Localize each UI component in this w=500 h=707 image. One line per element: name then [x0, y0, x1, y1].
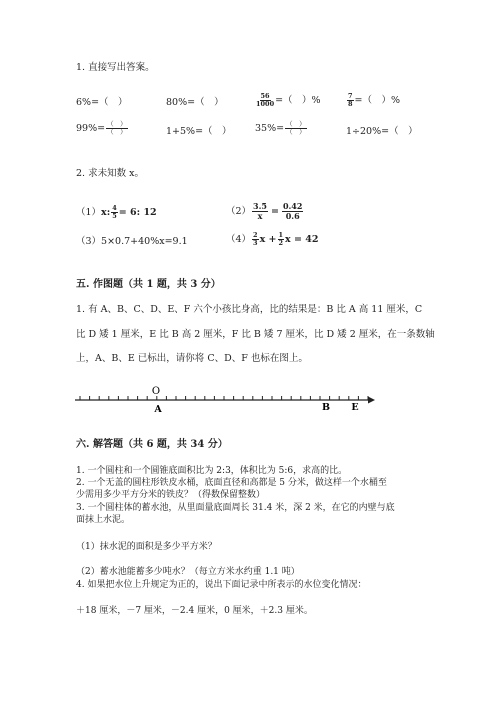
section6-title: 六. 解答题（共 6 题，共 34 分）	[76, 439, 228, 450]
q-80-percent: 80%=（ ）	[166, 97, 224, 108]
fraction	[252, 232, 259, 247]
denominator: x	[257, 211, 263, 221]
q-99-percent	[76, 121, 129, 136]
q-text: 35%=	[255, 122, 285, 134]
point-a-label: A	[154, 404, 162, 415]
section6-line: 1. 一个圆柱和一个圆锥底面积比为 2:3，体积比为 5:6，求高的比。	[76, 466, 348, 476]
section5-title: 五. 作图题（共 1 题，共 3 分）	[76, 279, 221, 290]
denominator: 3	[253, 239, 258, 247]
numerator: 4	[112, 204, 117, 212]
number-line	[70, 380, 380, 416]
eq-text: x = 42	[285, 233, 319, 245]
denominator: （ ）	[107, 128, 127, 136]
fraction	[278, 232, 285, 247]
q3-sub1: （1）抹水泥的面积是多少平方米？	[76, 542, 217, 552]
fraction	[282, 202, 303, 221]
eq-text: x +	[259, 233, 277, 245]
q-fraction-56-1000	[255, 93, 321, 108]
section6-line: 2. 一个无盖的圆柱形铁皮水桶，底面直径和高都是 5 分米，做这样一个水桶至	[76, 478, 387, 488]
point-e-label: E	[351, 402, 359, 413]
equation-4	[226, 232, 319, 247]
section2-heading: 2. 求未知数 x。	[76, 168, 144, 179]
eq-number: （1）	[76, 206, 102, 218]
q-1-div-20-percent: 1÷20%=（ ）	[346, 126, 418, 137]
fraction	[252, 202, 268, 221]
q-text: =（ ）%	[354, 94, 401, 106]
section5-line: 比 D 矮 1 厘米，E 比 B 高 2 厘米，F 比 B 矮 7 厘米，比 D 矮 2 厘米，在一条数轴	[76, 329, 435, 340]
numerator: 2	[253, 231, 258, 239]
fraction	[256, 93, 274, 108]
numerator: （ ）	[107, 120, 127, 128]
numerator: 3.5	[253, 201, 267, 211]
eq-number: （4）	[226, 233, 252, 245]
q-text: =（ ）%	[275, 94, 321, 106]
origin-label: O	[151, 386, 161, 397]
q-text: 99%=	[76, 122, 106, 134]
denominator: （ ）	[286, 128, 306, 136]
blank-fraction	[285, 121, 307, 136]
fraction	[111, 205, 118, 220]
denominator: 8	[348, 100, 353, 108]
section5-line: 上，A、B、E 已标出，请你将 C、D、F 也标在图上。	[76, 353, 308, 364]
equation-1	[76, 205, 157, 220]
eq-text: x:	[101, 206, 111, 218]
denominator: 5	[112, 212, 117, 220]
section6-line: 面抹上水泥。	[76, 515, 131, 525]
equation-3: （3）5×0.7+40%x=9.1	[76, 236, 188, 247]
numerator: 7	[348, 92, 353, 100]
q4: 4. 如果把水位上升规定为正的，说出下面记录中所表示的水位变化情况：	[76, 580, 367, 590]
q-35-percent	[255, 121, 308, 136]
q-fraction-7-8	[346, 93, 400, 108]
q4-values: ＋18 厘米，－7 厘米，－2.4 厘米，0 厘米，＋2.3 厘米。	[76, 606, 313, 616]
eq-text: = 6: 12	[118, 206, 157, 218]
section6-line: 少需用多少平方分米的铁皮？（得数保留整数）	[76, 490, 266, 500]
numerator: 1	[278, 231, 284, 239]
point-b-label: B	[321, 402, 331, 413]
eq-number: （2）	[226, 205, 252, 217]
equation-2	[226, 202, 304, 221]
section6-line: 3. 一个圆柱体的蓄水池，从里面量底面周长 31.4 米，深 2 米，在它的内壁与底	[76, 503, 395, 513]
blank-fraction	[106, 121, 128, 136]
numerator: 0.42	[282, 201, 303, 211]
fraction	[347, 93, 354, 108]
q-1-plus-5-percent: 1+5%=（ ）	[166, 126, 232, 137]
denominator: 2	[278, 239, 284, 247]
denominator: 1000	[256, 100, 275, 108]
eq-text: =	[270, 205, 279, 217]
numerator: 56	[260, 92, 270, 100]
numerator: （ ）	[286, 120, 306, 128]
denominator: 0.6	[285, 211, 300, 221]
arrow-head-icon	[368, 397, 375, 404]
q-6-percent: 6%=（ ）	[76, 97, 128, 108]
q3-sub2: （2）蓄水池能蓄多少吨水？（每立方米水约重 1.1 吨）	[76, 567, 300, 577]
section5-line: 1. 有 A、B、C、D、E、F 六个小孩比身高，比的结果是：B 比 A 高 11 厘米，C	[76, 304, 423, 315]
section1-heading: 1. 直接写出答案。	[76, 62, 155, 73]
tick-marks	[80, 396, 368, 400]
